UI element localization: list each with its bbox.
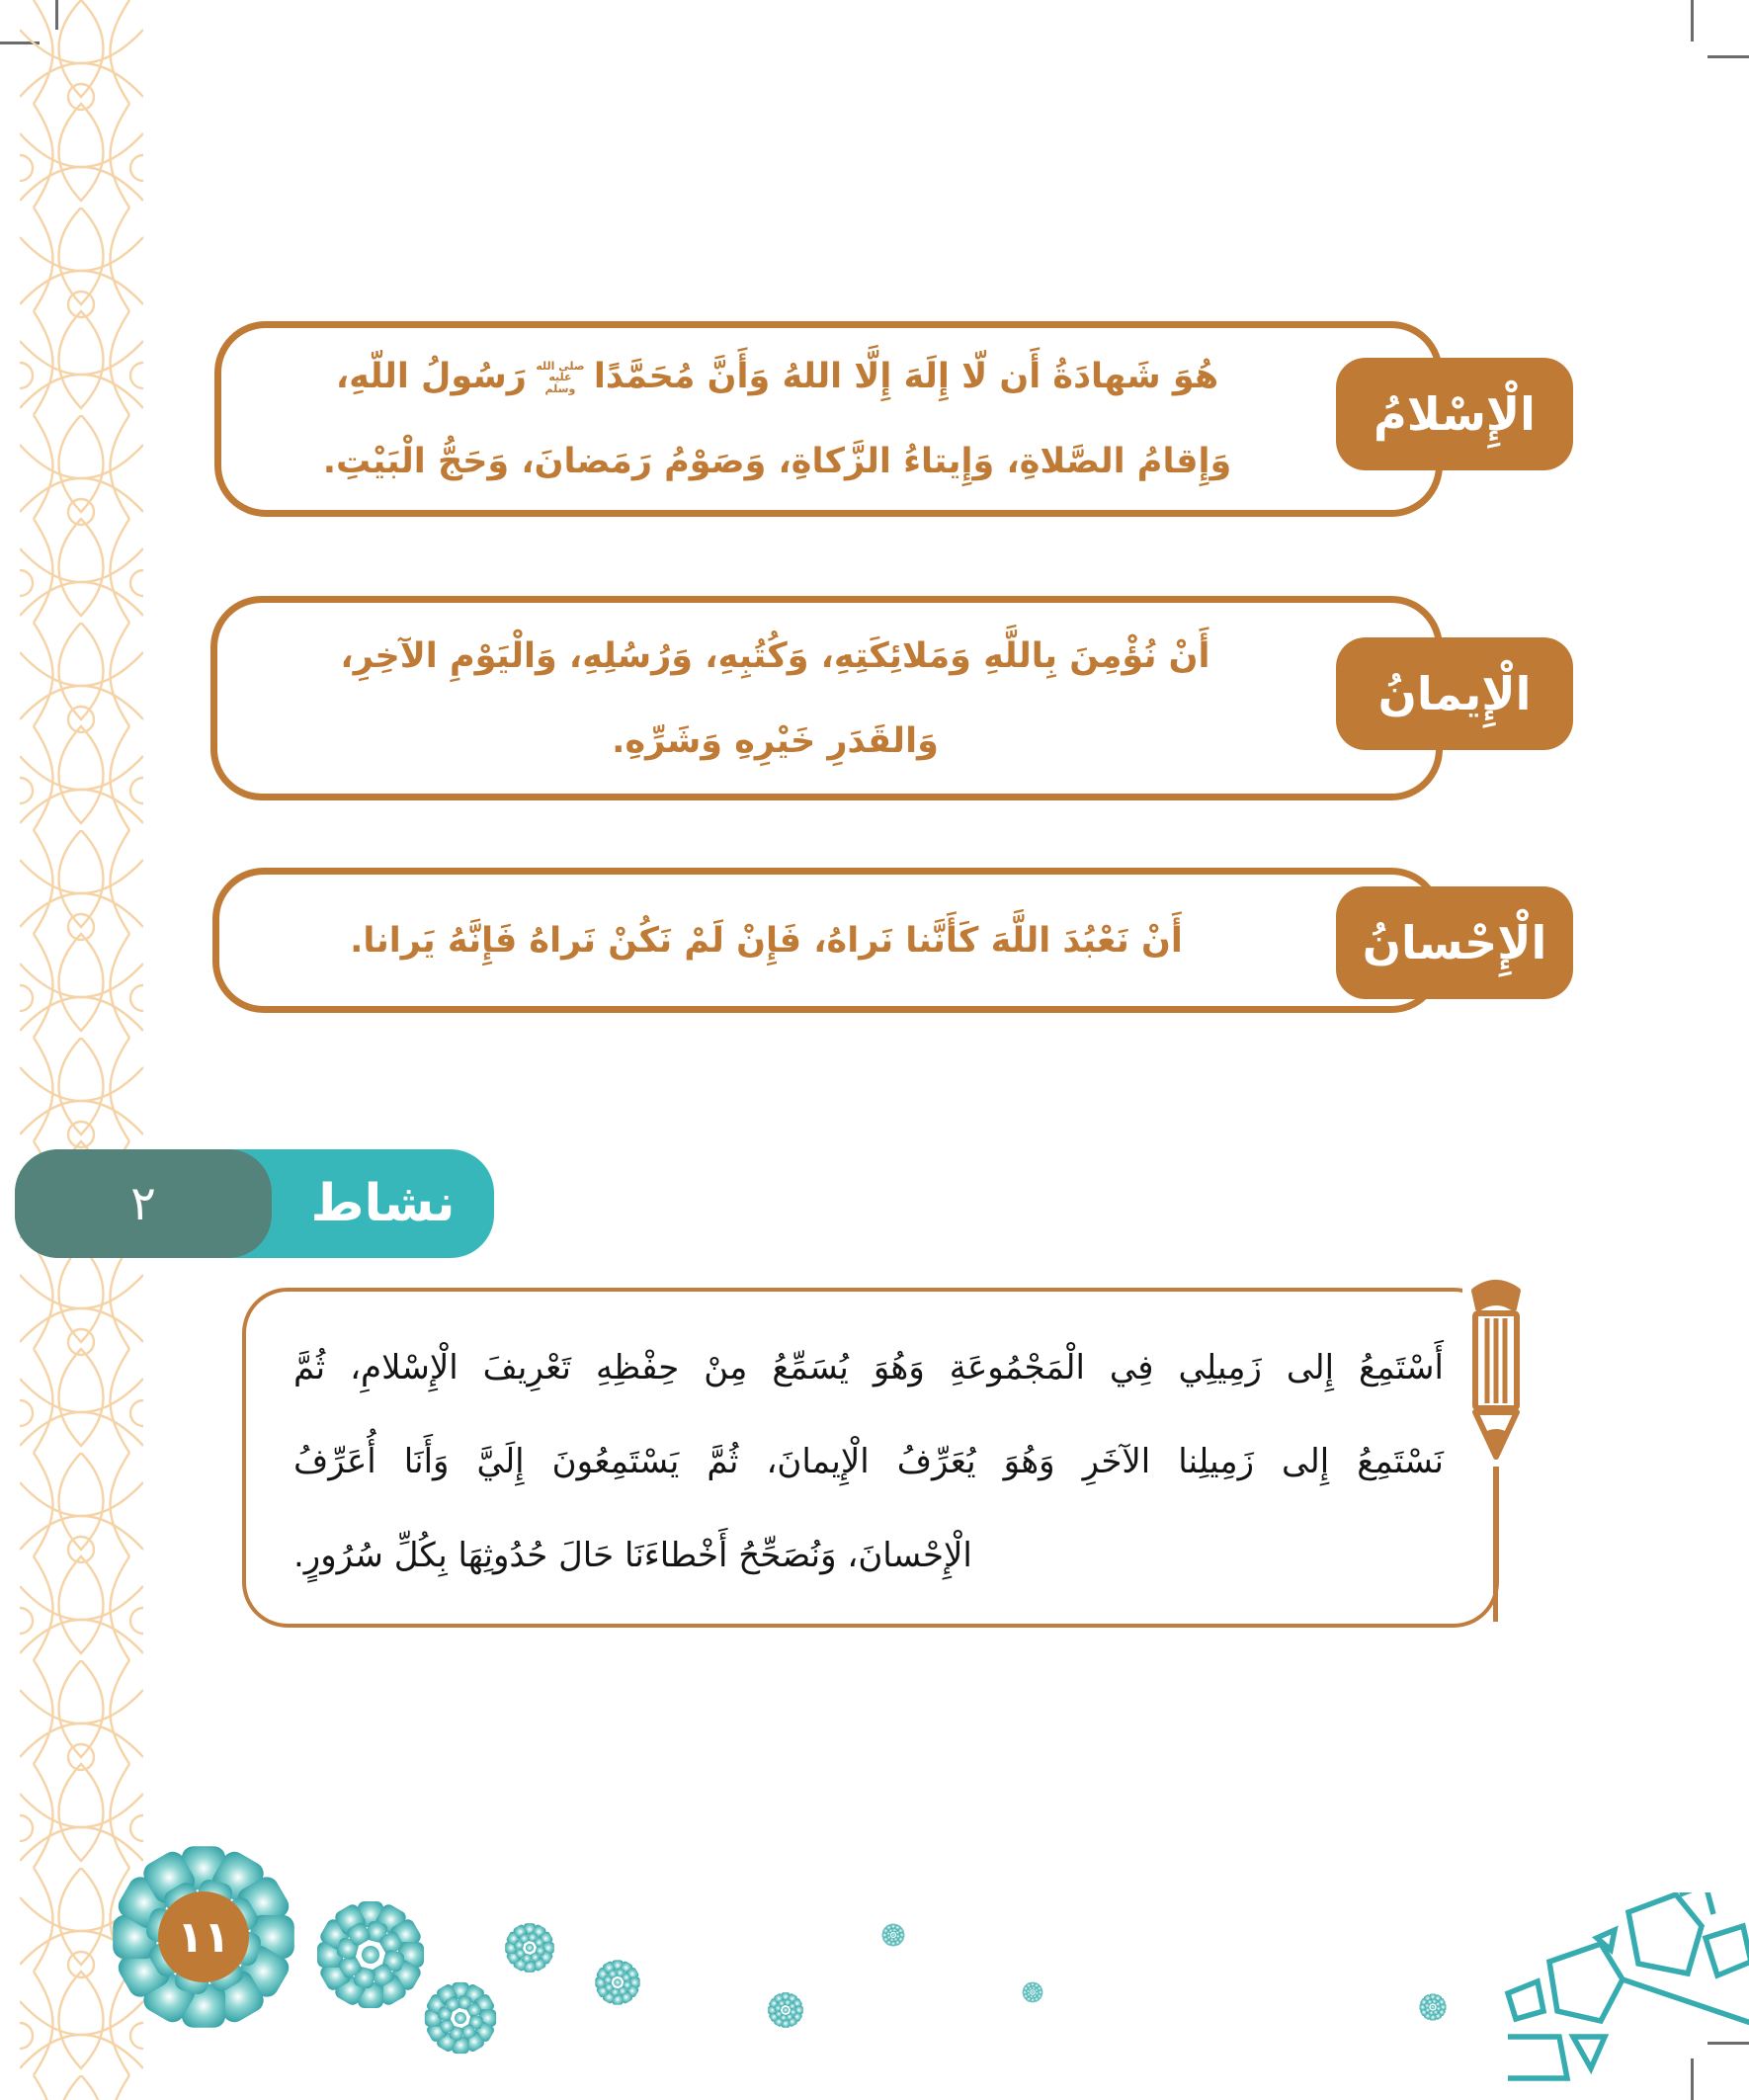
pencil-tail-line bbox=[1493, 1461, 1498, 1622]
term-label-ihsan: الْإِحْسانُ bbox=[1336, 886, 1573, 999]
flower-ornaments bbox=[0, 1843, 1749, 2100]
activity-box bbox=[242, 1288, 1499, 1628]
definition-text-part: رَسُولُ اللّهِ، bbox=[335, 357, 527, 396]
definition-line: أَنْ نُؤْمِنَ بِاللَّهِ وَمَلائِكَتِهِ، وَكُتُبِهِ، وَرُسُلِهِ، وَالْيَوْمِ الآخِرِ، bbox=[340, 635, 1210, 676]
definition-text-iman bbox=[217, 614, 1436, 784]
definition-text-ihsan bbox=[219, 898, 1436, 983]
definition-line: وَإِقامُ الصَّلاةِ، وَإِيتاءُ الزَّكاةِ، وَصَوْمُ رَمَضانَ، وَحَجُّ الْبَيْتِ. bbox=[322, 442, 1232, 481]
definition-line: أَنْ نَعْبُدَ اللَّهَ كَأَنَّنا نَراهُ، فَإِنْ لَمْ نَكُنْ نَراهُ فَإِنَّهُ يَرانا. bbox=[350, 920, 1183, 961]
definition-line bbox=[267, 334, 1288, 419]
definition-box-iman bbox=[210, 596, 1443, 800]
arabesque-strip bbox=[20, 0, 143, 2100]
definition-text-islam bbox=[221, 334, 1436, 504]
definition-box-islam bbox=[214, 321, 1443, 517]
activity-line: الْإِحْسانَ، وَنُصَحِّحُ أَخْطاءَنَا حَالَ حُدُوثِهَا بِكُلِّ سُرُورٍ. bbox=[293, 1536, 972, 1575]
term-label-iman: الْإِيمانُ bbox=[1336, 637, 1573, 750]
pbuh-calligraphy: صلى الله عليه وسلم bbox=[536, 359, 585, 395]
pencil-icon bbox=[1462, 1267, 1530, 1467]
definition-line: وَالقَدَرِ خَيْرِهِ وَشَرِّهِ. bbox=[612, 720, 939, 761]
activity-number-badge: ٢ bbox=[15, 1149, 272, 1258]
activity-banner bbox=[15, 1149, 494, 1258]
crop-mark bbox=[1691, 0, 1694, 42]
activity-line: أَسْتَمِعُ إِلى زَمِيلِي فِي الْمَجْمُوعَةِ وَهُوَ يُسَمِّعُ مِنْ حِفْظِهِ تَعْرِيفَ الْإِسْلامِ، ثُمَّ bbox=[293, 1348, 1444, 1387]
definition-text-part: هُوَ شَهادَةُ أَن لّا إِلَهَ إِلَّا اللهُ وَأَنَّ مُحَمَّدًا bbox=[593, 357, 1219, 396]
crop-mark bbox=[1707, 55, 1749, 58]
page-number: ١١ bbox=[158, 1891, 249, 1982]
term-label-islam: الْإِسْلامُ bbox=[1336, 358, 1573, 470]
definition-box-ihsan bbox=[212, 868, 1443, 1013]
activity-banner-label: نشاط bbox=[310, 1174, 456, 1233]
activity-line: نَسْتَمِعُ إِلى زَمِيلِنا الآخَرِ وَهُوَ يُعَرِّفُ الْإِيمانَ، ثُمَّ يَسْتَمِعُونَ إِلَيَّ وَأَنَا أُعَرِّفُ bbox=[293, 1442, 1444, 1481]
